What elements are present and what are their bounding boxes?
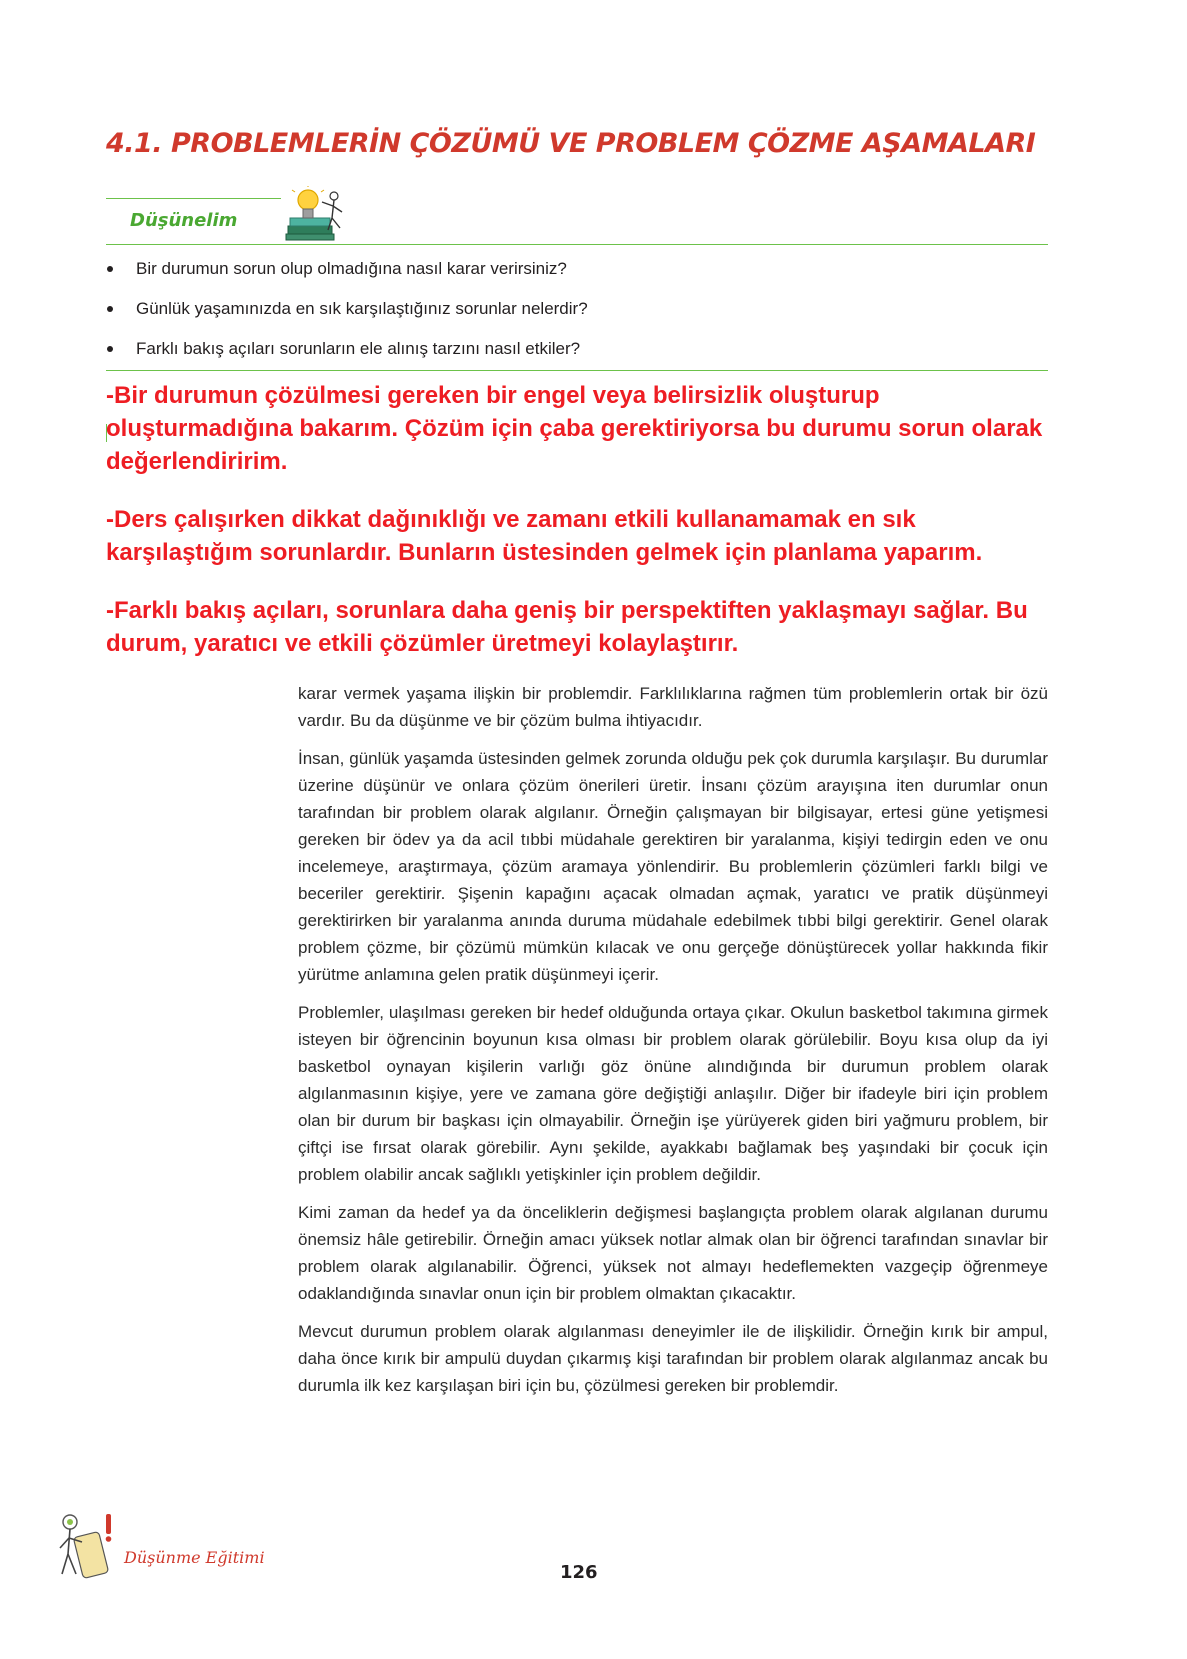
book-title: Düşünme Eğitimi — [124, 1548, 265, 1567]
body-text — [298, 680, 1048, 1410]
question-text: Bir durumun sorun olup olmadığına nasıl karar verirsiniz? — [136, 259, 567, 278]
body-paragraph: karar vermek yaşama ilişkin bir problemdir. Farklılıklarına rağmen tüm problemlerin ortak bir özü vardır. Bu da düşünme ve bir çözüm bulma ihtiyacıdır. — [298, 684, 1048, 730]
list-item — [106, 297, 588, 337]
list-item — [106, 257, 588, 297]
lightbulb-books-icon — [282, 186, 348, 242]
answer-text — [106, 594, 1056, 660]
section-divider — [106, 244, 1048, 245]
section-divider — [106, 370, 1048, 371]
page-number: 126 — [560, 1562, 598, 1583]
body-paragraph: İnsan, günlük yaşamda üstesinden gelmek zorunda olduğu pek çok durumla karşılaşır. Bu durumlar üzerine düşünür ve onlara çözüm önerileri üretir. İnsanı çözüm arayışına iten durumlar onun tarafından bir problem olarak algılanır. Örneğin çalışmayan bir bilgisayar, ertesi güne yetişmesi gereken bir ödev ya da acil tıbbi müdahale gerektiren bir yaralanma, kişiyi tedirgin eden ve onu incelemeye, araştırmaya, çözüm aramaya yönlendirir. Bu problemlerin çözümleri farklı bilgi ve beceriler gerektirir. Şişenin kapağını açacak olmadan açmak, yaratıcı ve pratik düşünmeyi gerektirirken bir yaralanma anında duruma müdahale edebilmek tıbbi bilgi gerektirir. Genel olarak problem çözme, bir çözümü mümkün kılacak ve onu gerçeğe dönüştürecek yollar hakkında fikir yürütme anlamına gelen pratik düşünmeyi içerir. — [298, 749, 1048, 984]
body-paragraph: Kimi zaman da hedef ya da önceliklerin değişmesi başlangıçta problem olarak algılanan durumu önemsiz hâle getirebilir. Örneğin amacı yüksek notlar almak olan bir öğrenci tarafından sınavlar bir problem olarak algılanabilir. Öğrenci, yüksek not almayı hedeflemekten vazgeçip öğrenmeye odaklandığında sınavlar onun için bir problem olmaktan çıkacaktır. — [298, 1203, 1048, 1303]
bullet-icon — [107, 346, 113, 352]
section-divider — [106, 198, 281, 199]
answer-text — [106, 379, 1056, 478]
question-list — [106, 257, 588, 377]
think-section-label: Düşünelim — [130, 210, 238, 231]
page-title: 4.1. PROBLEMLERİN ÇÖZÜMÜ VE PROBLEM ÇÖZME AŞAMALARI — [106, 128, 1036, 159]
bullet-icon — [107, 266, 113, 272]
body-paragraph: Mevcut durumun problem olarak algılanması deneyimler ile de ilişkilidir. Örneğin kırık bir ampul, daha önce kırık bir ampulü duydan çıkarmış kişi tarafından bir problem olarak algılanmaz ancak bu durumla ilk kez karşılaşan biri için bu, çözülmesi gereken bir problemdir. — [298, 1322, 1048, 1395]
body-paragraph: Problemler, ulaşılması gereken bir hedef olduğunda ortaya çıkar. Okulun basketbol takımına girmek isteyen bir öğrencinin boyunun kısa olması bir problem olarak görülebilir. Boyu kısa olup da iyi basketbol oynayan kişilerin varlığı göz önüne alındığında bir durumun problem olarak algılanmasının kişiye, yere ve zamana göre değiştiği anlaşılır. Diğer bir ifadeyle biri için problem olan bir durum bir başkası için olmayabilir. Örneğin işe yürüyerek giden biri yağmuru problem, bir çiftçi ise fırsat olarak görebilir. Aynı şekilde, ayakkabı bağlamak beş yaşındaki bir çocuk için problem olabilir ancak sağlıklı yetişkinler için problem değildir. — [298, 1003, 1048, 1184]
question-text: Günlük yaşamınızda en sık karşılaştığınız sorunlar nelerdir? — [136, 299, 588, 318]
list-item — [106, 337, 588, 377]
bullet-icon — [107, 306, 113, 312]
clipped-text-line — [298, 662, 1048, 668]
clipped-text-fragment — [298, 662, 1048, 668]
answer-paragraph: -Ders çalışırken dikkat dağınıklığı ve zamanı etkili kullanamamak en sık karşılaştığım sorunlardır. Bunların üstesinden gelmek için planlama yaparım. — [106, 506, 983, 566]
answer-text — [106, 503, 1056, 569]
answer-paragraph: -Farklı bakış açıları, sorunlara daha geniş bir perspektiften yaklaşmayı sağlar. Bu durum, yaratıcı ve etkili çözümler üretmeyi kolaylaştırır. — [106, 597, 1028, 657]
question-text: Farklı bakış açıları sorunların ele alınış tarzını nasıl etkiler? — [136, 339, 581, 358]
answer-paragraph: -Bir durumun çözülmesi gereken bir engel veya belirsizlik oluşturup oluşturmadığına bakarım. Çözüm için çaba gerektiriyorsa bu durumu sorun olarak değerlendiririm. — [106, 382, 1043, 475]
thinking-figure-icon — [56, 1508, 118, 1584]
